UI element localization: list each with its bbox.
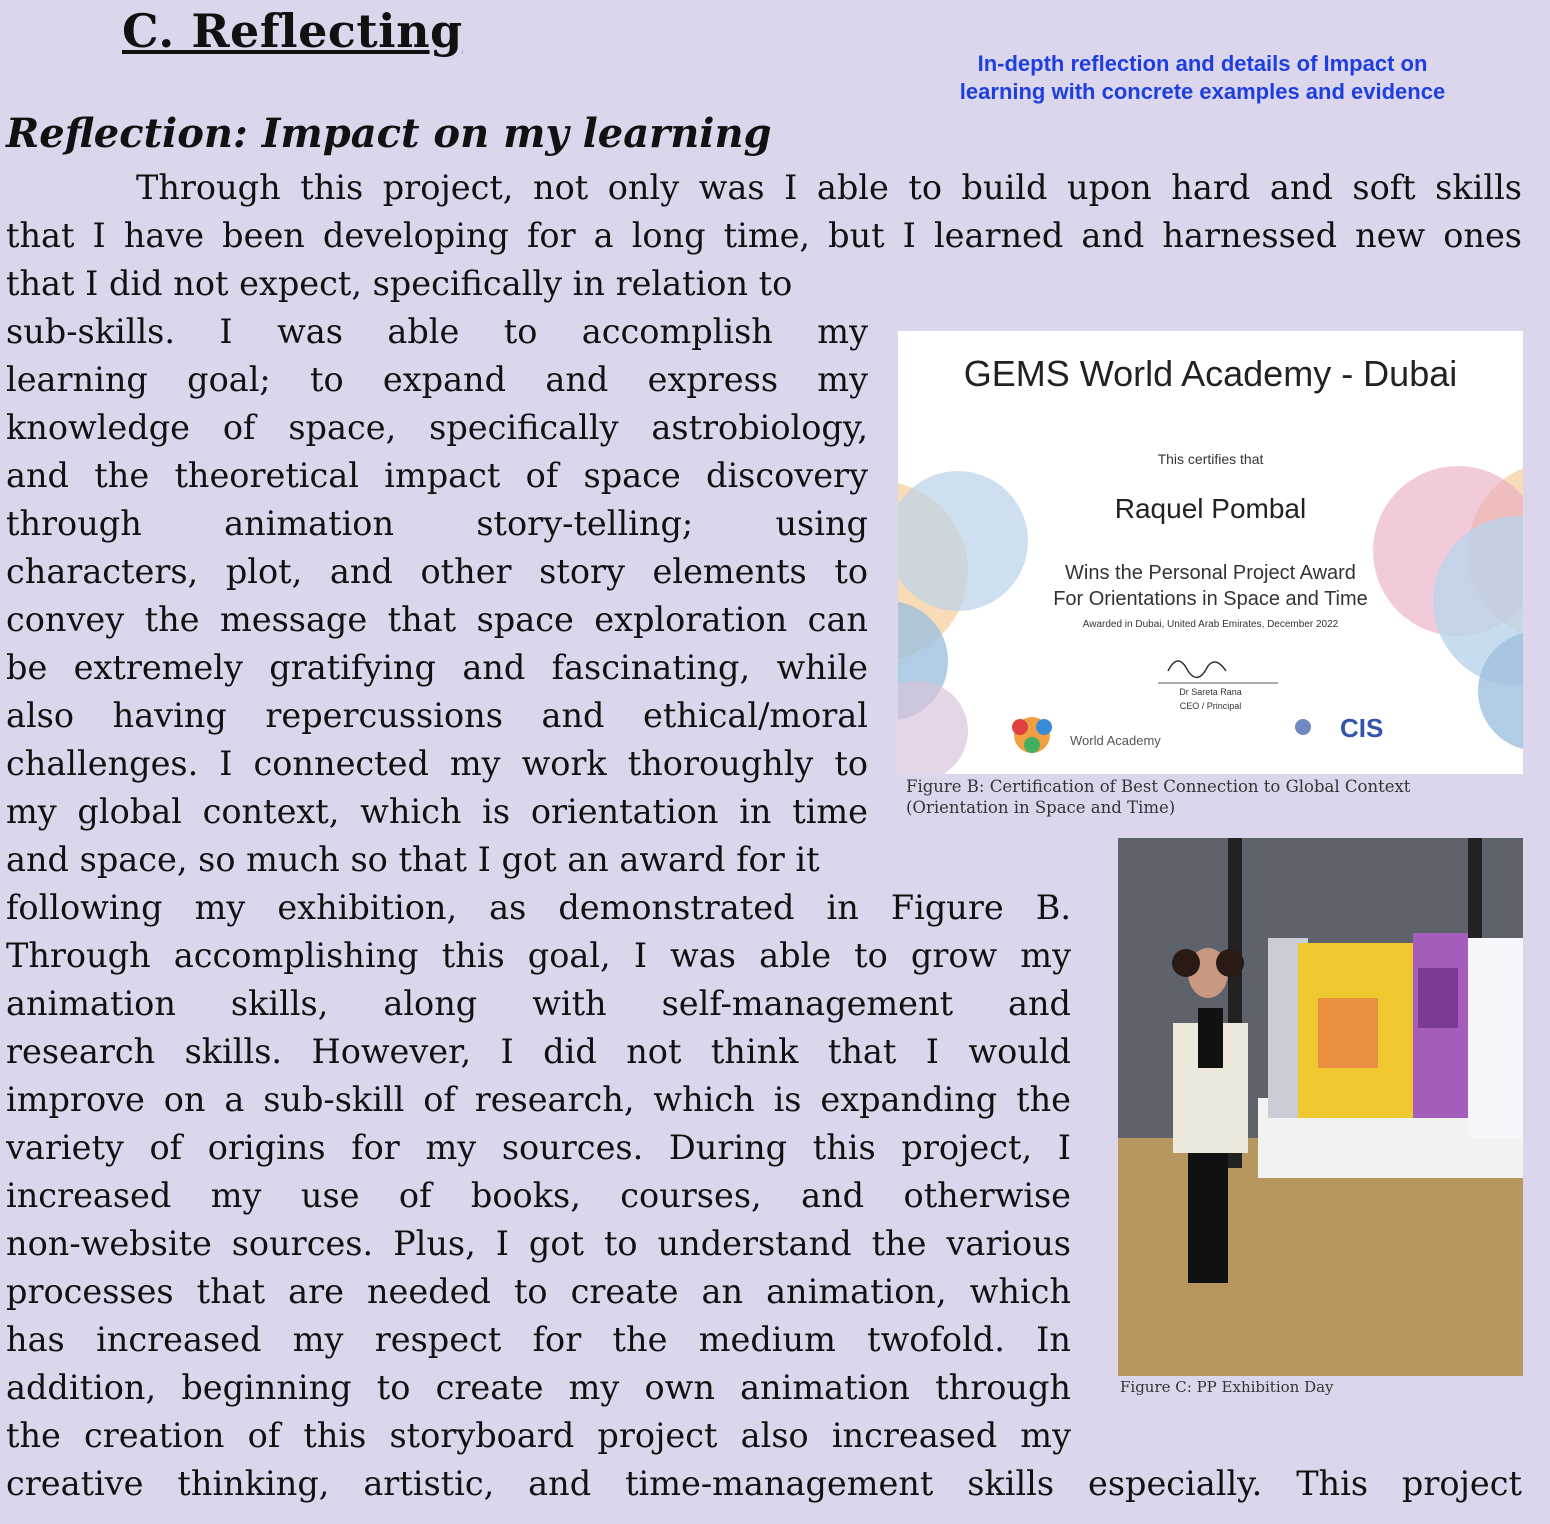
certificate-certifies: This certifies that [1157,451,1264,467]
body-line: creative thinking, artistic, and time-management skills especially. This project [6,1464,1522,1503]
annotation-note: In-depth reflection and details of Impact on learning with concrete examples and evidence [959,51,1446,104]
body-line: that I have been developing for a long time, but I learned and harnessed new ones [6,216,1522,255]
figure-b-caption-line2: (Orientation in Space and Time) [906,798,1176,817]
body-line: be extremely gratifying and fascinating, while [6,648,868,687]
body-line: my global context, which is orientation in time [6,792,868,831]
body-line: addition, beginning to create my own animation through [6,1368,1071,1407]
certificate-award-line1: Wins the Personal Project Award [1065,562,1356,584]
figure-c-photo [1118,838,1523,1376]
certificate-logo-text: World Academy [1070,733,1161,748]
body-line: improve on a sub-skill of research, which is expanding the [6,1080,1071,1119]
body-line: learning goal; to expand and express my [6,360,868,399]
body-line: animation skills, along with self-management and [6,984,1071,1023]
figure-b-caption [906,776,1526,818]
body-line: also having repercussions and ethical/moral [6,696,868,735]
body-line: that I did not expect, specifically in relation to [6,264,793,303]
body-line: through animation story-telling; using [6,504,868,543]
body-line: following my exhibition, as demonstrated in Figure B. [6,888,1071,927]
body-line: convey the message that space exploration can [6,600,868,639]
body-line: Through accomplishing this goal, I was able to grow my [6,936,1071,975]
body-line: Through this project, not only was I able to build upon hard and soft skills [136,168,1522,207]
body-line: variety of origins for my sources. During this project, I [6,1128,1071,1167]
body-line: has increased my respect for the medium twofold. In [6,1320,1071,1359]
certificate-cis-logo: CIS [1340,713,1384,743]
subheading: Reflection: Impact on my learning [6,110,772,157]
certificate-recipient: Raquel Pombal [1114,493,1307,524]
body-line: and space, so much so that I got an award for it [6,840,820,879]
figure-b-caption-line1: Figure B: Certification of Best Connection to Global Context [906,777,1411,796]
body-line: knowledge of space, specifically astrobiology, [6,408,868,447]
body-line: characters, plot, and other story elements to [6,552,868,591]
certificate-school: GEMS World Academy - Dubai [963,353,1458,394]
body-line: challenges. I connected my work thoroughly to [6,744,868,783]
body-line: processes that are needed to create an animation, which [6,1272,1071,1311]
exhibition-photo-drawing [1118,838,1523,1376]
certificate-signatory: Dr Sareta Rana [1179,687,1242,697]
body-line: non-website sources. Plus, I got to understand the various [6,1224,1071,1263]
certificate-signatory-title: CEO / Principal [1179,701,1242,711]
certificate-award-line2: For Orientations in Space and Time [1053,588,1368,610]
figure-c-caption: Figure C: PP Exhibition Day [1120,1378,1334,1396]
body-line: sub-skills. I was able to accomplish my [6,312,868,351]
section-heading: C. Reflecting [122,4,463,58]
certificate-awarded: Awarded in Dubai, United Arab Emirates, December 2022 [1082,619,1339,630]
body-line: research skills. However, I did not think that I would [6,1032,1071,1071]
body-line: the creation of this storyboard project also increased my [6,1416,1071,1455]
figure-b-certificate [898,331,1523,774]
body-line: increased my use of books, courses, and otherwise [6,1176,1071,1215]
body-line: and the theoretical impact of space discovery [6,456,868,495]
